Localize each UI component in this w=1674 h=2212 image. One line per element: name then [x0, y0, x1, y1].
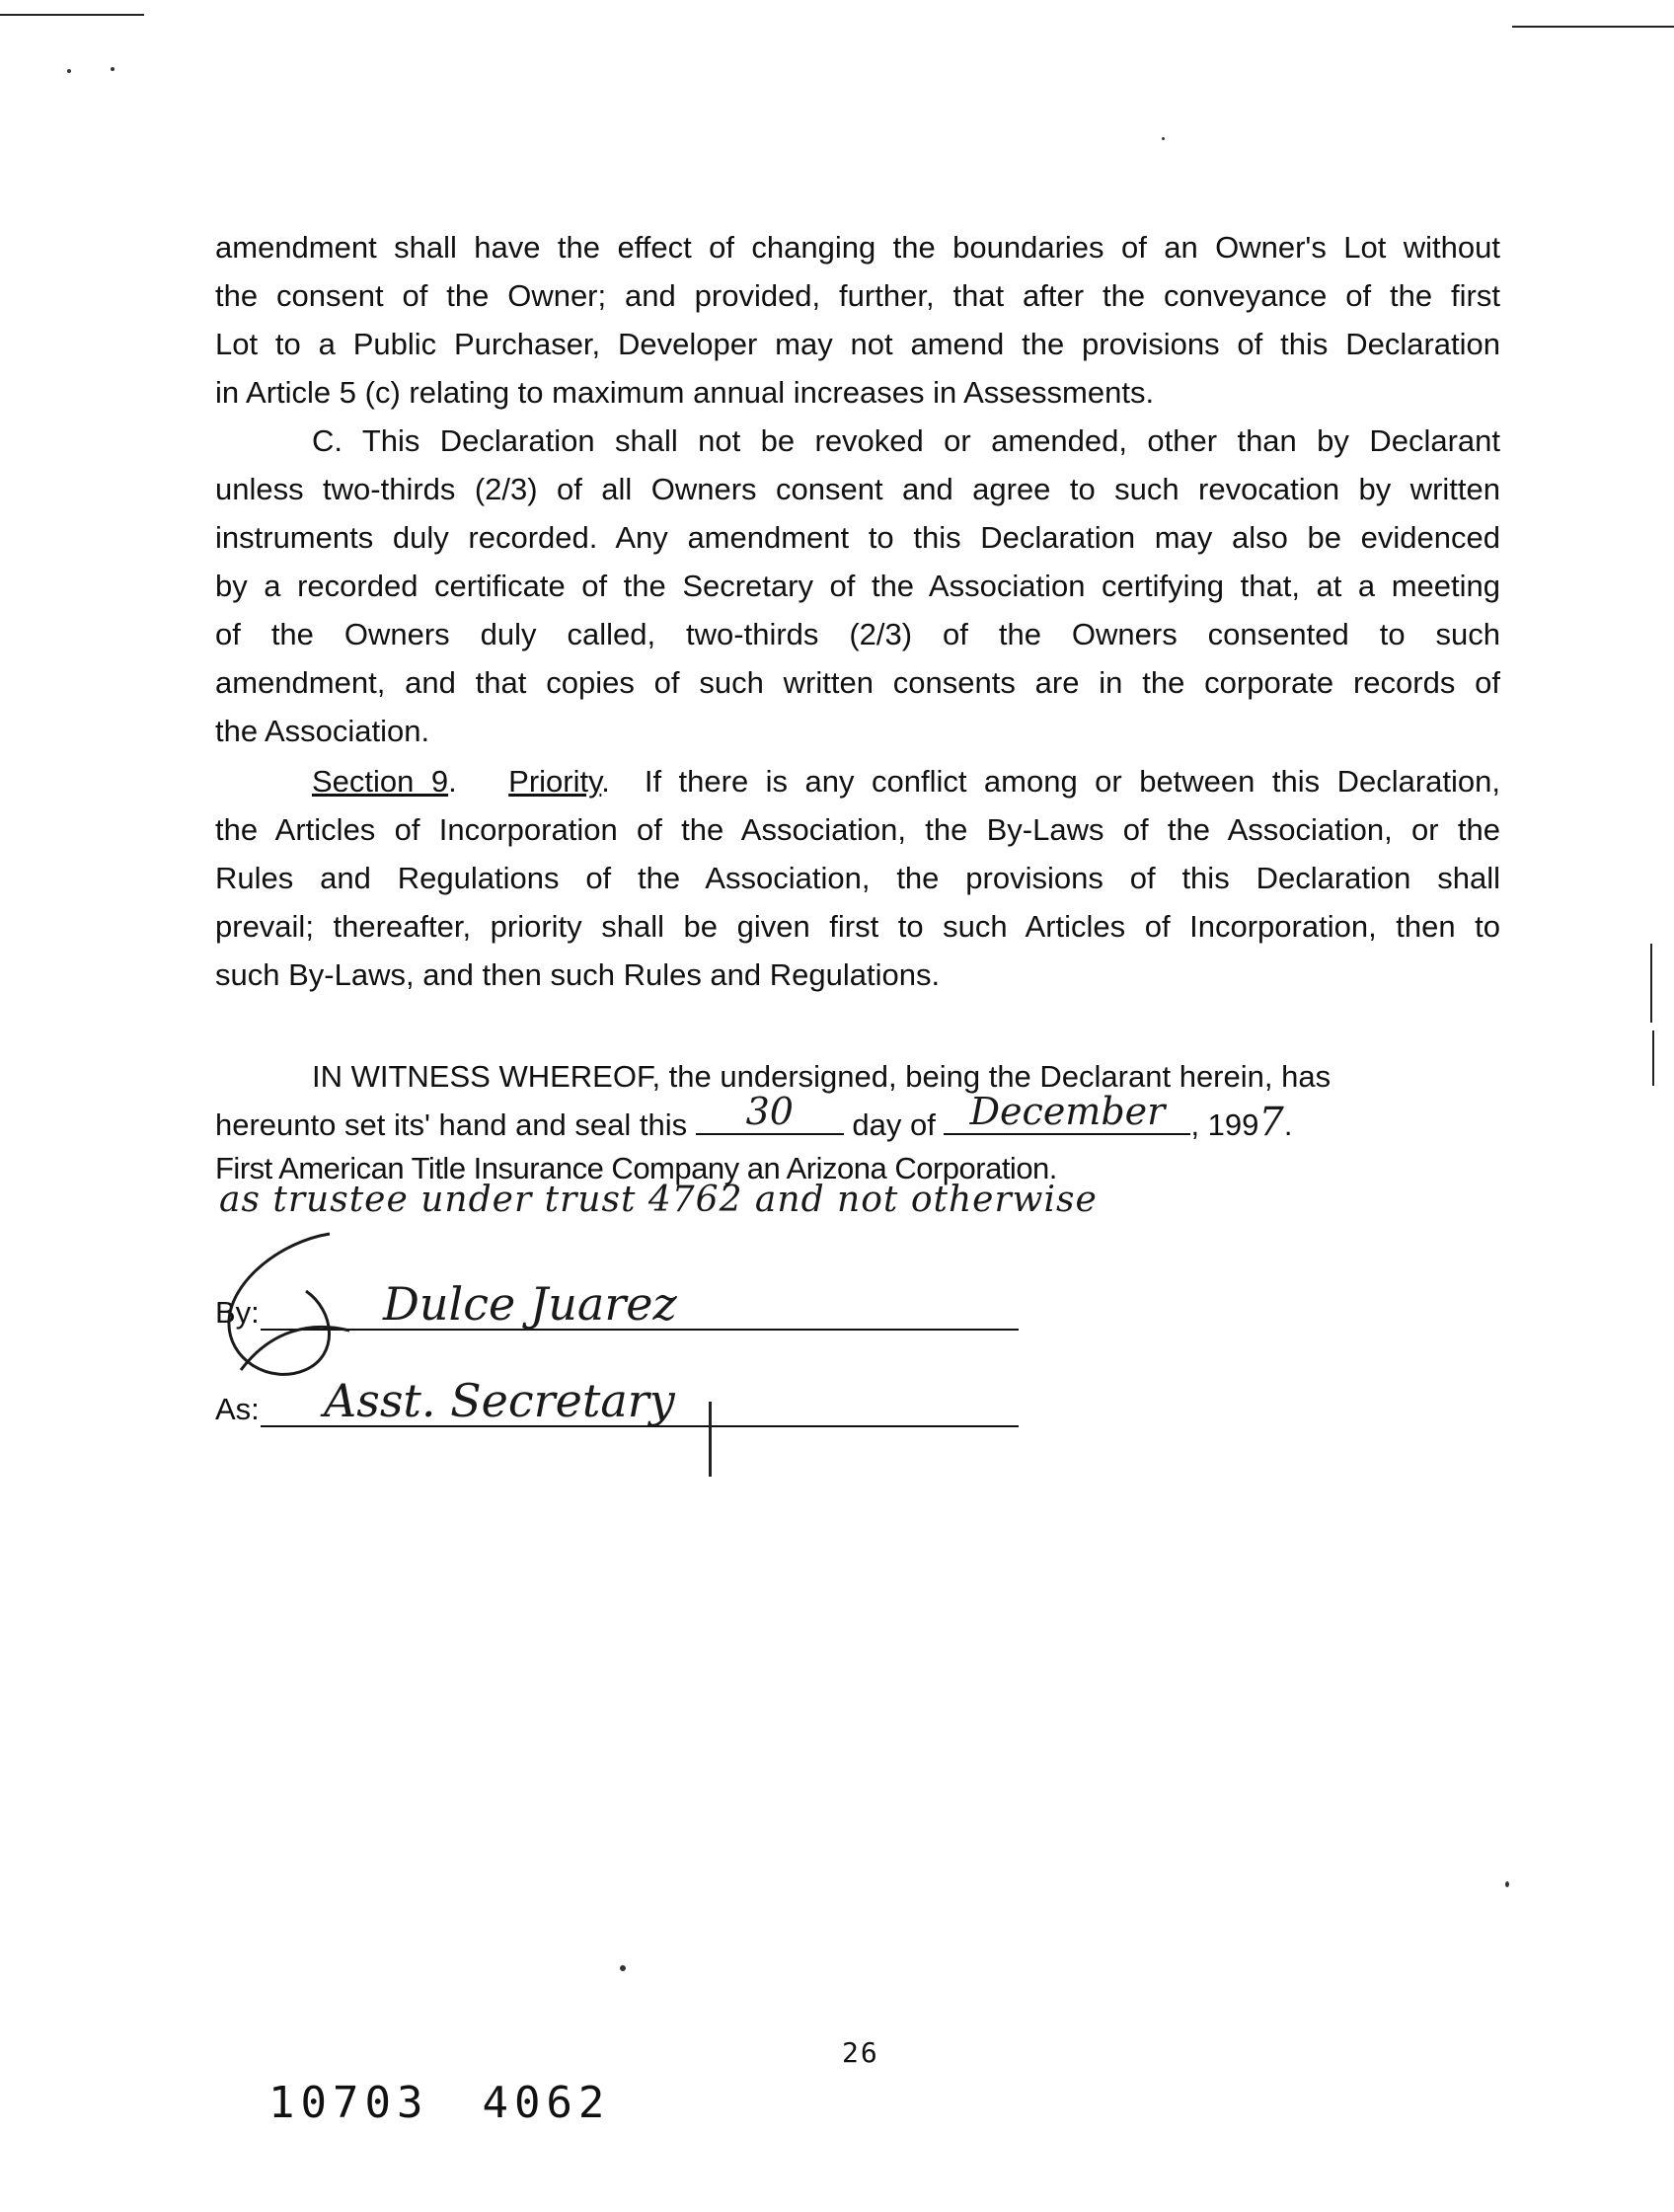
text-line: of the Owners duly called, two-thirds (2/3) of the Owners consented to such: [215, 617, 1500, 651]
text-line: Rules and Regulations of the Association, the provisions of this Declaration shall: [215, 861, 1500, 895]
scan-speck: [1505, 1881, 1509, 1887]
scan-speck: [1162, 137, 1165, 140]
handwritten-year-digit: 7: [1258, 1100, 1284, 1145]
company-line: First American Title Insurance Company an Arizona Corporation.: [215, 1151, 1057, 1185]
text-line: by a recorded certificate of the Secretary of the Association certifying that, at a meeting: [215, 569, 1500, 603]
amendment-paragraph: [215, 223, 1500, 417]
book-number: 10703: [268, 2078, 429, 2128]
handwritten-trustee-note: as trustee under trust 4762 and not otherwise: [219, 1180, 1098, 1220]
text-line: Lot to a Public Purchaser, Developer may not amend the provisions of this Declaration: [215, 327, 1500, 361]
witness-paragraph: [215, 1052, 1500, 1101]
recording-reference: [268, 2078, 663, 2128]
scan-edge-mark-right: [1650, 944, 1652, 1023]
scan-speck: [67, 69, 71, 73]
handwritten-day: 30: [745, 1090, 794, 1133]
text-line: such By-Laws, and then such Rules and Regulations.: [215, 957, 941, 992]
scan-edge-mark-left: [0, 14, 144, 16]
scan-speck: [111, 67, 114, 71]
text-line: C. This Declaration shall not be revoked or amended, other than by Declarant: [312, 423, 1500, 458]
text-line: amendment shall have the effect of changing the boundaries of an Owner's Lot without: [215, 230, 1500, 265]
month-field: [944, 1090, 1190, 1135]
as-label: As:: [215, 1392, 260, 1426]
scan-edge-mark-right: [1652, 1030, 1654, 1086]
text-line: in Article 5 (c) relating to maximum annual increases in Assessments.: [215, 375, 1155, 410]
section-title: Priority: [508, 764, 602, 799]
by-signature: Dulce Juarez: [383, 1277, 677, 1331]
scan-edge-mark-right: [1512, 26, 1674, 28]
text-line: prevail; thereafter, priority shall be given first to such Articles of Incorporation, then to: [215, 909, 1500, 944]
day-field: [696, 1090, 844, 1135]
text-line: the Association.: [215, 714, 430, 748]
as-title-handwritten: Asst. Secretary: [324, 1374, 675, 1427]
text-line: instruments duly recorded. Any amendment to this Declaration may also be evidenced: [215, 520, 1500, 555]
page-number: 26: [842, 2036, 879, 2069]
by-label: By:: [215, 1295, 260, 1330]
text-line: unless two-thirds (2/3) of all Owners consent and agree to such revocation by written: [215, 472, 1500, 506]
witness-date-line: hereunto set its' hand and seal this 30 day of December , 1997.: [215, 1090, 1293, 1145]
signature-stroke: [709, 1402, 712, 1477]
section-heading: Section 9: [312, 764, 449, 799]
text-line: IN WITNESS WHEREOF, the undersigned, being the Declarant herein, has: [312, 1059, 1332, 1094]
text-line: amendment, and that copies of such written consents are in the corporate records of: [215, 665, 1500, 700]
handwritten-month: December: [969, 1090, 1166, 1133]
section-9-paragraph: [215, 757, 1500, 999]
page-reference: 4062: [482, 2078, 611, 2128]
text-line: the consent of the Owner; and provided, further, that after the conveyance of the first: [215, 278, 1500, 313]
text-line: the Articles of Incorporation of the Association, the By-Laws of the Association, or the: [215, 812, 1500, 847]
text-line: Section 9. Priority. If there is any conflict among or between this Declaration,: [312, 764, 1500, 799]
paragraph-c: [215, 417, 1500, 755]
scan-speck: [620, 1965, 626, 1971]
